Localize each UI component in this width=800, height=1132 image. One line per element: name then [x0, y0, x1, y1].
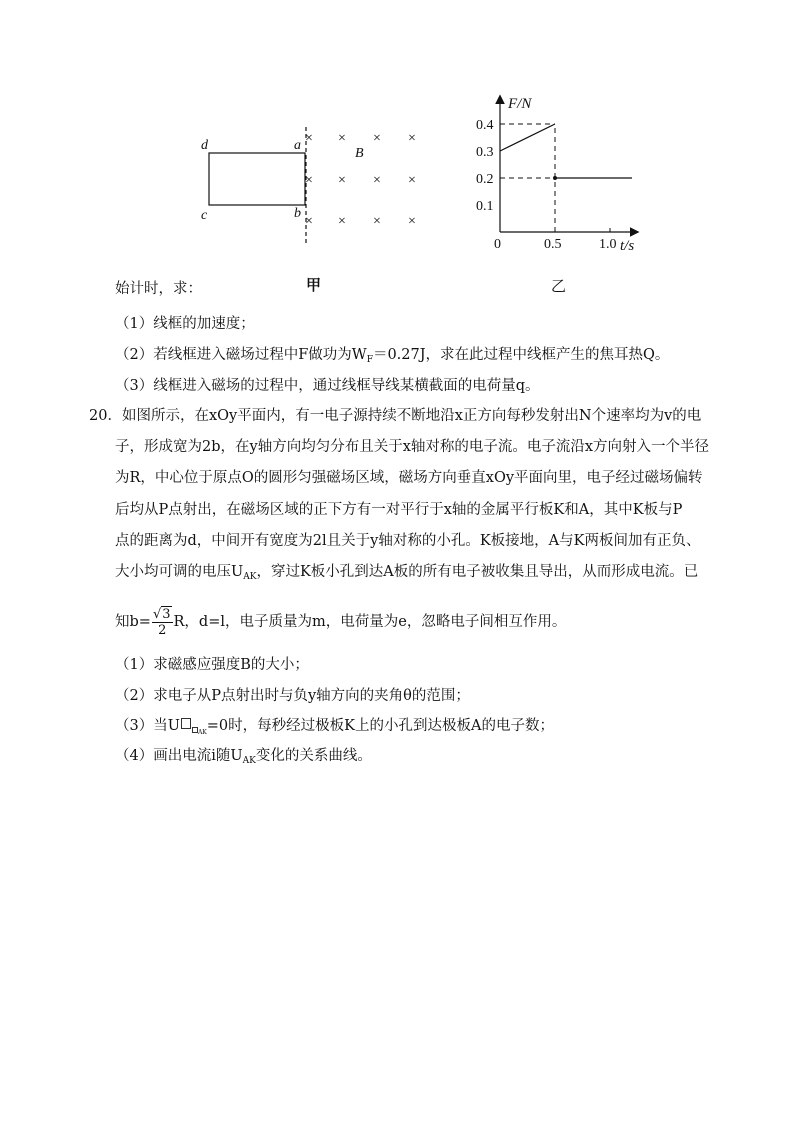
- q19-part-2-post: ＝0.27J，求在此过程中线框产生的焦耳热Q。: [372, 347, 670, 363]
- y-tick-label: 0.4: [476, 118, 494, 133]
- cross-mark: ×: [373, 131, 381, 146]
- q19-part-2-sub: F: [366, 355, 373, 365]
- q20-line-2: 子，形成宽为2b，在y轴方向均匀分布且关于x轴对称的电子流。电子流沿x方向射入一个半径: [115, 439, 710, 455]
- q20-part-3: [115, 716, 554, 743]
- q19-part-2-pre: （2）若线框进入磁场过程中F做功为W: [115, 347, 367, 363]
- x-axis-label: t/s: [620, 238, 635, 254]
- cross-mark: ×: [305, 173, 313, 188]
- x-tick-label: 0.5: [544, 237, 562, 252]
- q20-line-7-post: R，d=l，电子质量为m，电荷量为e，忽略电子间相互作用。: [173, 614, 567, 630]
- cross-mark: ×: [305, 131, 313, 146]
- y-tick-label: 0.1: [476, 199, 494, 214]
- label-b: b: [294, 206, 301, 221]
- q20-line-7-pre: 知b=: [115, 614, 151, 630]
- cross-mark: ×: [408, 173, 416, 188]
- data-point: [553, 176, 557, 180]
- q19-part-1: （1）线框的加速度；: [115, 316, 255, 332]
- q20-line-6-sub: AK: [243, 572, 257, 582]
- sqrt-radicand: 3: [162, 606, 171, 622]
- fraction-sqrt3-over-2: [152, 608, 173, 637]
- y-tick-label: 0.3: [476, 145, 494, 160]
- q20-part-2: （2）求电子从P点射出时与负y轴方向的夹角θ的范围；: [115, 688, 470, 704]
- q19-part-3: （3）线框进入磁场的过程中，通过线框导线某横截面的电荷量q。: [115, 378, 540, 394]
- figure-yi-chart: [440, 90, 640, 260]
- text-line-start: 始计时，求：: [115, 281, 202, 297]
- x-tick-label: 1.0: [599, 237, 617, 252]
- y-axis-label: F/N: [508, 96, 532, 112]
- q20-line-5: 点的距离为d，中间开有宽度为2l且关于y轴对称的小孔。K板接地，A与K两板间加有正负、: [115, 533, 701, 549]
- q20-line-4: 后均从P点射出，在磁场区域的正下方有一对平行于x轴的金属平行板K和A，其中K板与P: [115, 502, 683, 518]
- fraction-denominator: 2: [158, 622, 167, 638]
- q20-part-4-sub: AK: [242, 756, 256, 766]
- q20-line-3: 为R，中心位于原点O的圆形匀强磁场区域，磁场方向垂直xOy平面向里，电子经过磁场偏转: [115, 470, 703, 486]
- y-tick-label: 0.2: [476, 172, 494, 187]
- label-d: d: [201, 138, 208, 153]
- q20-part-3-post: =0时，每秒经过极板K上的小孔到达极板A的电子数；: [206, 718, 554, 734]
- caption-yi: 乙: [551, 277, 567, 295]
- cross-mark: ×: [305, 214, 313, 229]
- label-a: a: [294, 138, 301, 153]
- cross-mark: ×: [408, 131, 416, 146]
- q20-line-6: [115, 562, 698, 587]
- q20-line-6-post: ，穿过K板小孔到达A板的所有电子被收集且导出，从而形成电流。已: [256, 564, 699, 580]
- caption-jia: 甲: [306, 277, 322, 294]
- q20-line-7: [115, 602, 566, 642]
- cross-mark: ×: [373, 214, 381, 229]
- cross-mark: ×: [338, 173, 346, 188]
- wire-frame: [209, 153, 305, 205]
- q20-part-4-post: 变化的关系曲线。: [255, 748, 372, 764]
- sqrt-sign: √: [152, 606, 162, 622]
- cross-mark: ×: [338, 214, 346, 229]
- cross-mark: ×: [408, 214, 416, 229]
- q20-part-3-pre: （3）当U: [115, 718, 180, 734]
- q20-part-4: [115, 746, 372, 771]
- figure-jia: [195, 125, 425, 265]
- field-label: B: [355, 146, 364, 161]
- q20-part-1: （1）求磁感应强度B的大小；: [115, 657, 309, 673]
- cross-mark: ×: [373, 173, 381, 188]
- q20-part-3-sub: AK: [197, 729, 207, 736]
- origin-label: 0: [494, 237, 501, 252]
- label-c: c: [201, 208, 208, 223]
- garbled-box-glyph: [181, 718, 191, 729]
- cross-mark: ×: [338, 131, 346, 146]
- q20-line-6-pre: 大小均可调的电压U: [115, 564, 244, 580]
- q20-part-4-pre: （4）画出电流i随U: [115, 748, 243, 764]
- q20-line-1: 20．如图所示，在xOy平面内，有一电子源持续不断地沿x正方向每秒发射出N个速率均为v的电: [89, 408, 702, 424]
- q19-part-2: [115, 345, 669, 370]
- series-line: [500, 124, 555, 151]
